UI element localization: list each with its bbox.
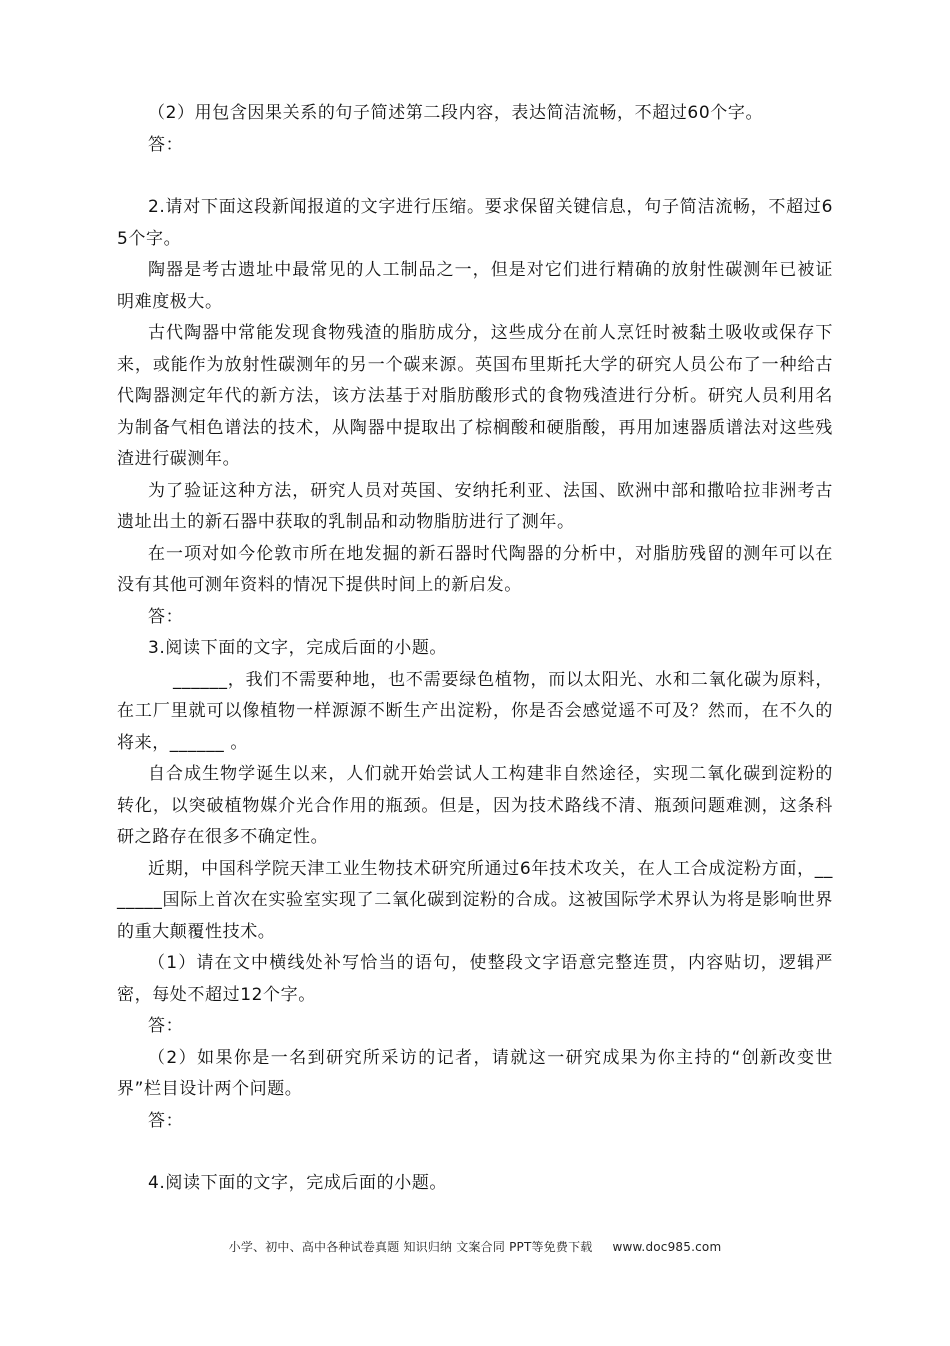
passage-paragraph-3: 近期，中国科学院天津工业生物技术研究所通过6年技术攻关，在人工合成淀粉方面，_______国际上首次在实验室实现了二氧化碳到淀粉的合成。这被国际学术界认为将是影响世界的重大颠覆性技术。 (117, 858, 833, 942)
passage-paragraph-2: 自合成生物学诞生以来，人们就开始尝试人工构建非自然途径，实现二氧化碳到淀粉的转化，以突破植物媒介光合作用的瓶颈。但是，因为技术路线不清、瓶颈问题难测，这条科研之路存在很多不确定性。 (117, 764, 833, 847)
footer-website-link[interactable]: www.doc985.com (612, 1240, 722, 1254)
question-1-part-2: （2）用包含因果关系的句子简述第二段内容，表达简洁流畅，不超过60个字。 (148, 103, 764, 123)
news-paragraph-4: 在一项对如今伦敦市所在地发掘的新石器时代陶器的分析中，对脂肪残留的测年可以在没有其他可测年资料的情况下提供时间上的新启发。 (117, 543, 833, 595)
question-3: 3.阅读下面的文字，完成后面的小题。 (148, 638, 448, 658)
news-paragraph-3: 为了验证这种方法，研究人员对英国、安纳托利亚、法国、欧洲中部和撒哈拉非洲考古遗址出土的新石器中获取的乳制品和动物脂肪进行了测年。 (117, 480, 833, 532)
answer-line: 答： (148, 134, 184, 155)
question-3-part-1: （1）请在文中横线处补写恰当的语句，使整段文字语意完整连贯，内容贴切，逻辑严密，每处不超过12个字。 (117, 953, 833, 1005)
answer-line: 答： (148, 1016, 184, 1036)
question-2: 2.请对下面这段新闻报道的文字进行压缩。要求保留关键信息，句子简洁流畅，不超过65个字。 (117, 197, 833, 249)
blank-space (117, 1137, 833, 1168)
blank-space (117, 161, 833, 192)
answer-line: 答： (148, 606, 184, 627)
question-3-part-2: （2）如果你是一名到研究所采访的记者，请就这一研究成果为你主持的“创新改变世界”栏目设计两个问题。 (117, 1047, 833, 1099)
page-footer (0, 1238, 950, 1255)
question-4: 4.阅读下面的文字，完成后面的小题。 (148, 1173, 448, 1193)
news-paragraph-1: 陶器是考古遗址中最常见的人工制品之一，但是对它们进行精确的放射性碳测年已被证明难度极大。 (117, 260, 833, 312)
footer-text: 小学、初中、高中各种试卷真题 知识归纳 文案合同 PPT等免费下载 (228, 1240, 593, 1254)
passage-paragraph-1: ______，我们不需要种地，也不需要绿色植物，而以太阳光、水和二氧化碳为原料，在工厂里就可以像植物一样源源不断生产出淀粉，你是否会感觉遥不可及？然而，在不久的将来，______ 。 (117, 669, 833, 753)
answer-line: 答： (148, 1110, 184, 1131)
document-body (117, 98, 833, 1200)
news-paragraph-2: 古代陶器中常能发现食物残渣的脂肪成分，这些成分在前人烹饪时被黏土吸收或保存下来，或能作为放射性碳测年的另一个碳来源。英国布里斯托大学的研究人员公布了一种给古代陶器测定年代的新方法，该方法基于对脂肪酸形式的食物残渣进行分析。研究人员利用名为制备气相色谱法的技术，从陶器中提取出了棕榈酸和硬脂酸，再用加速器质谱法对这些残渣进行碳测年。 (117, 323, 833, 469)
